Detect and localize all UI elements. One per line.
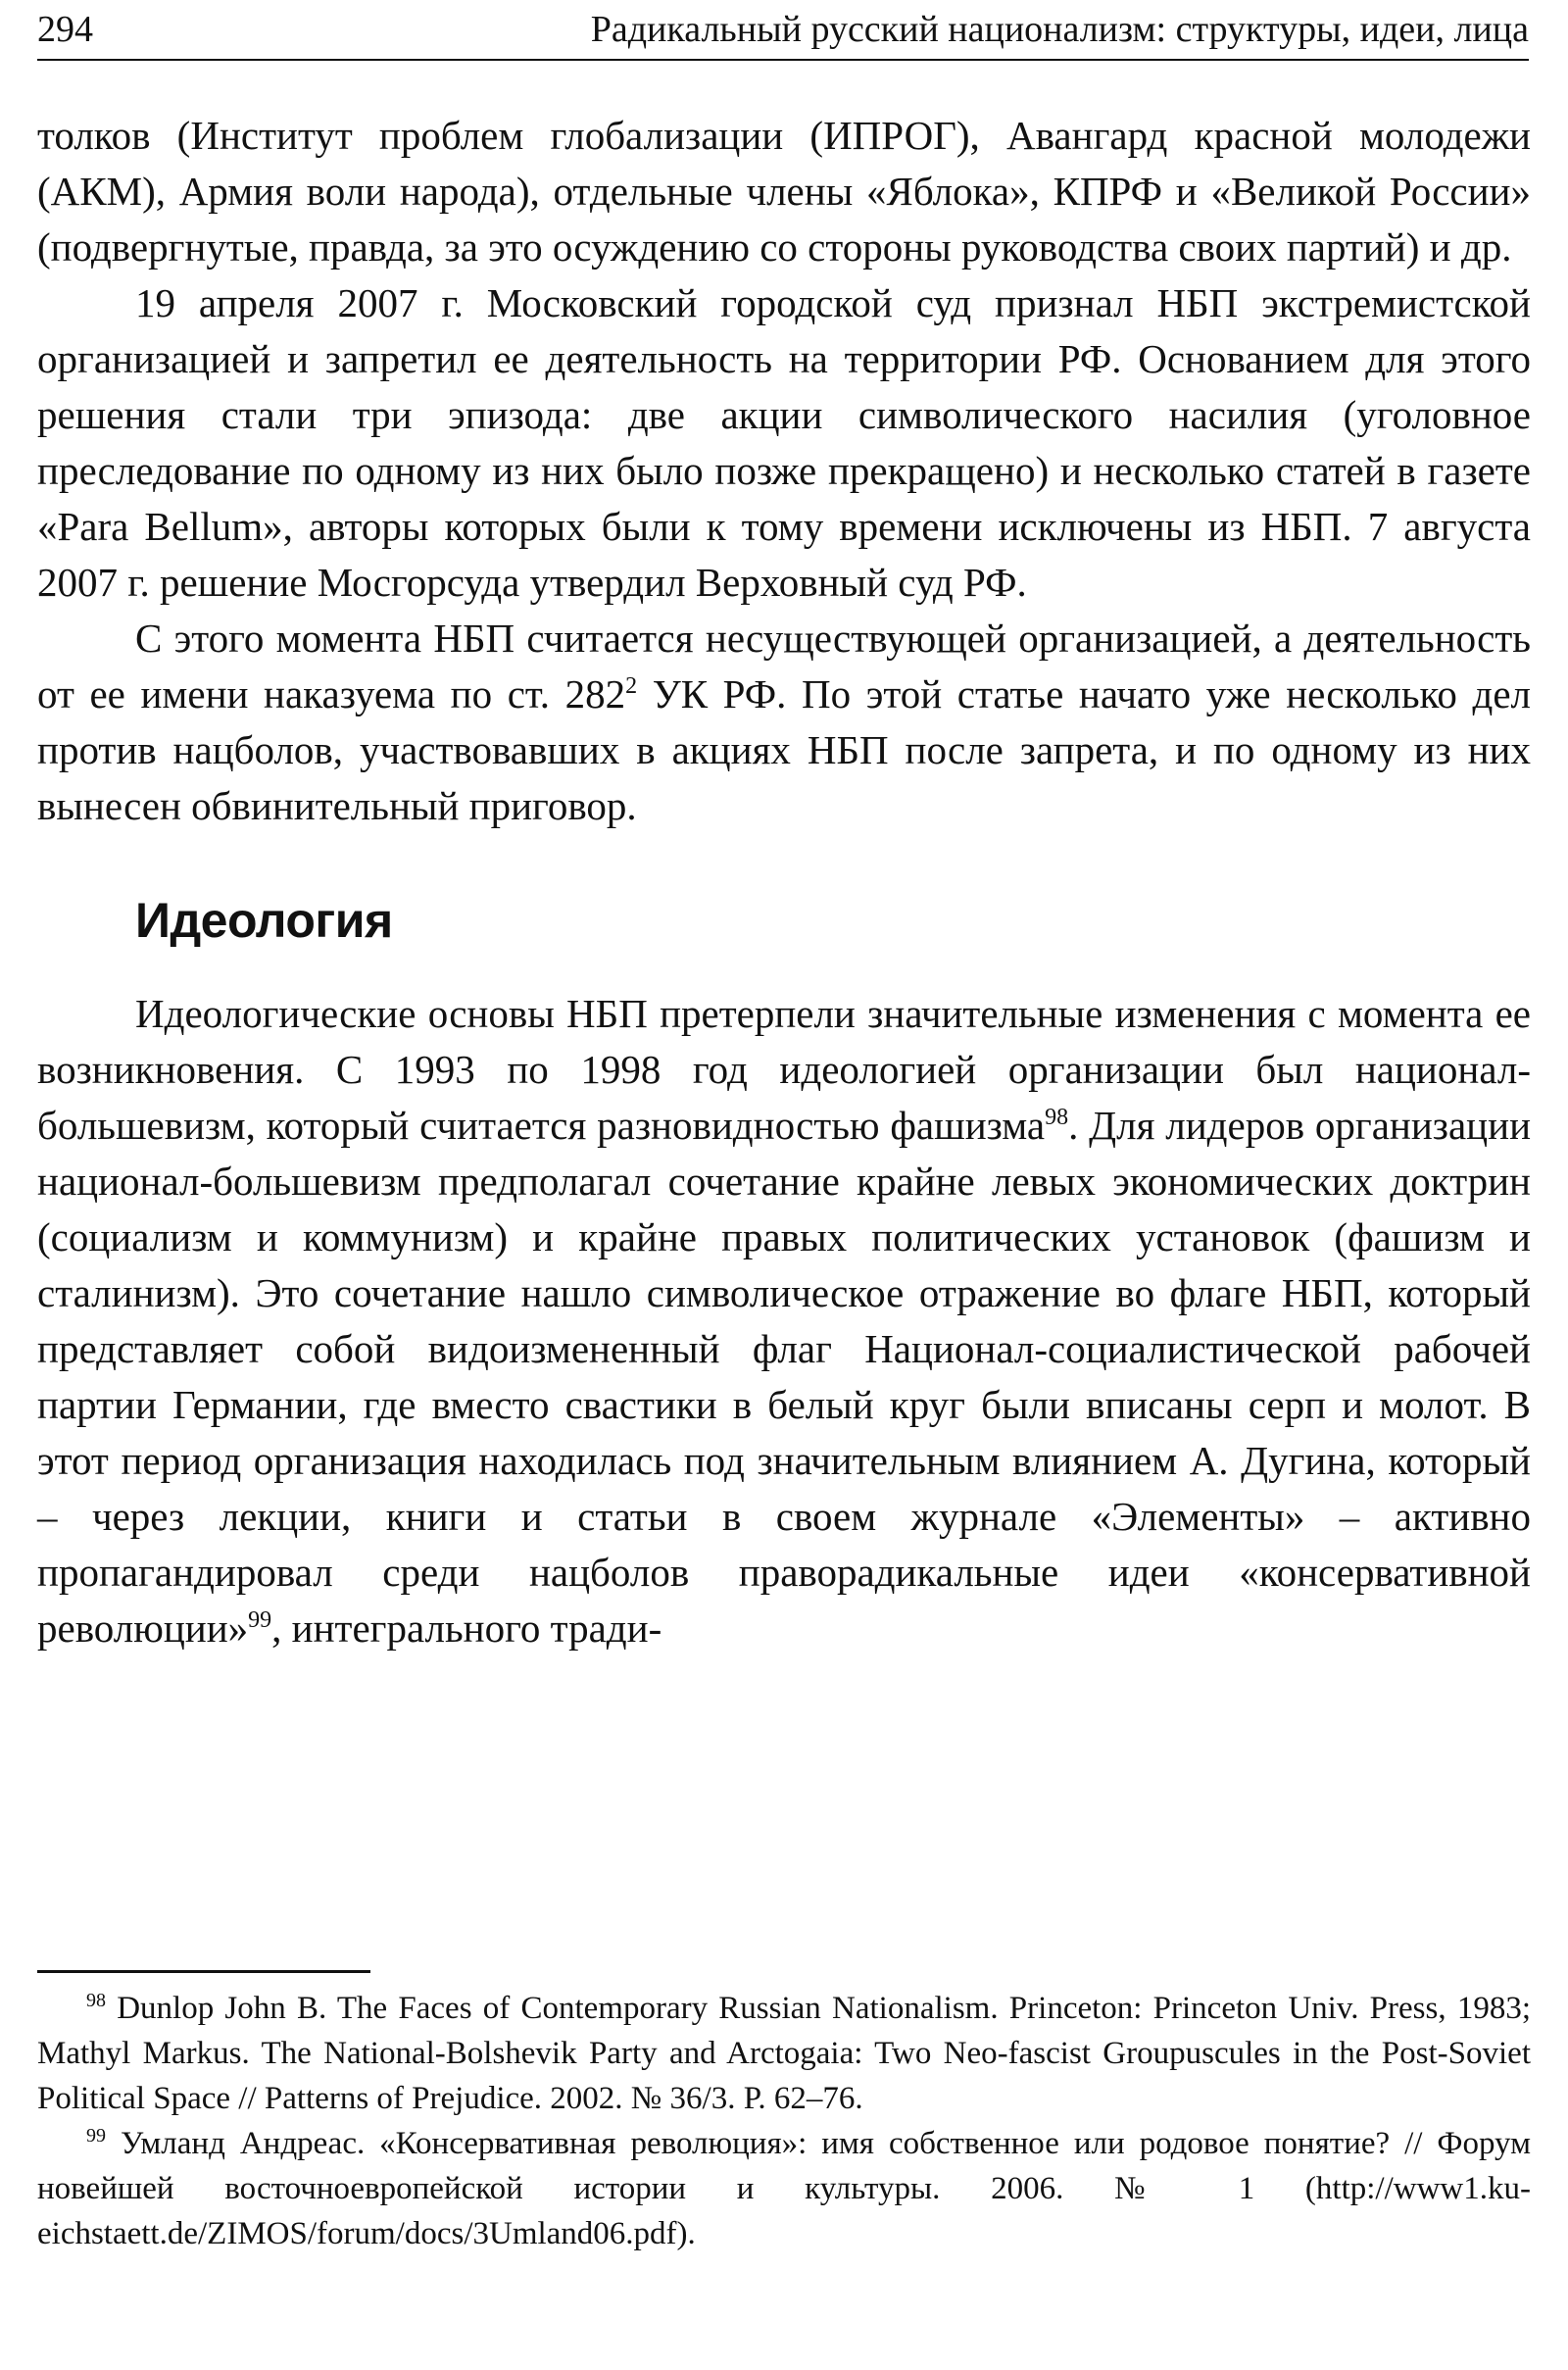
text-run: . Для лидеров организации национал-большевизм предполагал сочетание крайне левых экономических доктрин (социализм и коммунизм) и крайне правых политических установок (фашизм и сталинизм). Это сочетание нашло символическое отражение во флаге НБП, который представляет собой видоизмененный флаг Национал-социалистической рабочей партии Германии, где вместо свастики в белый круг были вписаны серп и молот. В этот период организация находилась под значительным влиянием А. Дугина, который – через лекции, книги и статьи в своем журнале «Элементы» – активно пропагандировал среди нацболов праворадикальные идеи «консервативной революции» xyxy=(37,1103,1532,1651)
footnote-ref-99[interactable]: 99 xyxy=(248,1607,272,1633)
footnote-divider xyxy=(37,1970,370,1973)
paragraph-continuation: толков (Институт проблем глобализации (ИПРОГ), Авангард красной молодежи (АКМ), Армия воли народа), отдельные члены «Яблока», КПРФ и «Великой России» (подвергнутые, правда, за это осуждению со стороны руководства своих партий) и др. xyxy=(37,113,1531,270)
page-header xyxy=(37,6,1529,61)
footnote-text: Dunlop John B. The Faces of Contemporary Russian Nationalism. Princeton: Princeton Univ. Press, 1983; Mathyl Markus. The National-Bolshevik Party and Arctogaia: Two Neo-fascist Groupuscules in the Post-Soviet Political Space // Patterns of Prejudice. 2002. № 36/3. P. 62–76. xyxy=(37,1991,1531,2116)
footnote-99 xyxy=(37,2121,1531,2256)
footnote-ref-98[interactable]: 98 xyxy=(1045,1105,1069,1130)
text-run: УК РФ. По этой статье начато уже несколько дел против нацболов, участвовавших в акциях НБП после запрета, и по одному из них вынесен обвинительный приговор. xyxy=(37,671,1531,828)
text-run: , интегрального тради- xyxy=(271,1605,662,1651)
text-run: Идеологические основы НБП претерпели значительные изменения с момента ее возникновения. С 1993 по 1998 год идеологией организации был национал-большевизм, который считается разновидностью фашизма xyxy=(37,991,1531,1148)
footnote-number: 98 xyxy=(86,1990,106,2011)
footnotes xyxy=(37,1986,1531,2256)
paragraph-ban: 19 апреля 2007 г. Московский городской суд признал НБП экстремистской организацией и запретил ее деятельность на территории РФ. Основанием для этого решения стали три эпизода: две акции символического насилия (уголовное преследование по одному из них было позже прекращено) и несколько статей в газете «Para Bellum», авторы которых были к тому времени исключены из НБП. 7 августа 2007 г. решение Мосгорсуда утвердил Верховный суд РФ. xyxy=(37,280,1531,605)
footnote-98 xyxy=(37,1986,1531,2121)
page-number: 294 xyxy=(37,9,93,50)
paragraph-consequences xyxy=(37,611,1531,834)
footnote-number: 99 xyxy=(86,2125,106,2147)
running-title: Радикальный русский национализм: структуры, идеи, лица xyxy=(590,9,1529,50)
main-text xyxy=(37,108,1531,1656)
section-heading: Идеология xyxy=(135,893,393,948)
paragraph-ideology xyxy=(37,986,1531,1656)
text-run: С этого момента НБП считается несуществующей организацией, а деятельность от ее имени наказуема по ст. 282 xyxy=(37,616,1531,716)
footnote-text: Умланд Андреас. «Консервативная революция»: имя собственное или родовое понятие? // Форум новейшей восточноевропейской истории и культуры. 2006. № 1 (http://www1.ku-eichstaett.de/ZIMOS/forum/docs/3Umland06.pdf). xyxy=(37,2126,1531,2251)
superscript-index: 2 xyxy=(625,673,638,699)
